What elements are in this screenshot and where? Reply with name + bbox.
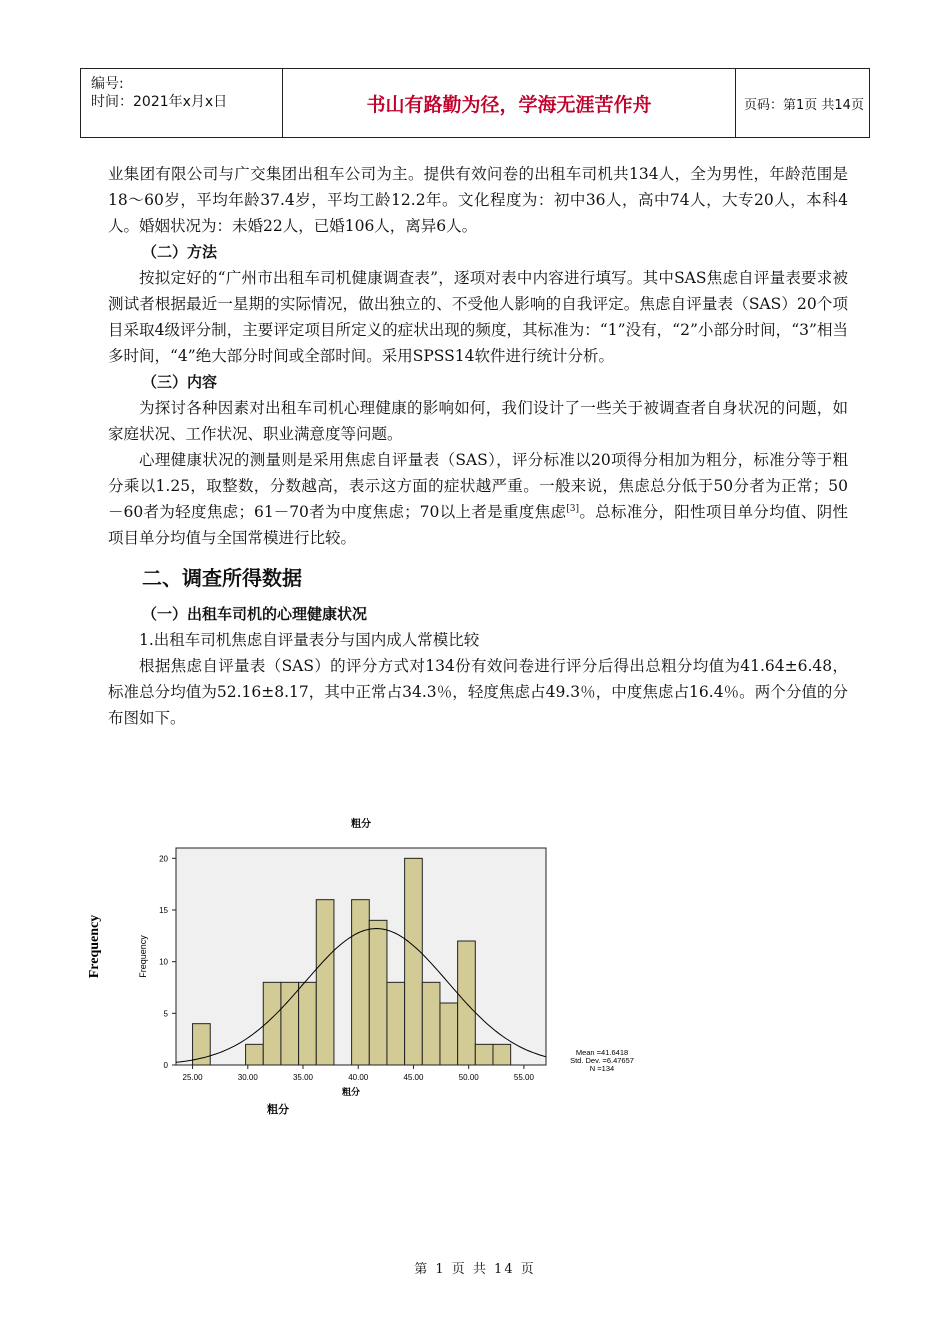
paragraph-sas-text: 心理健康状况的测量则是采用焦虑自评量表（SAS），评分标准以20项得分相加为粗分，标准分等于粗分乘以1.25，取整数，分数越高，表示这方面的症状越严重。一般来说，焦虑总分低于50分者为正常；50－60者为轻度焦虑；61－70者为中度焦虑；70以上者是重度焦虑 (108, 451, 848, 521)
x-tick-label: 55.00 (513, 1073, 534, 1082)
doc-code-label: 编号: (91, 76, 124, 92)
y-axis-label: Frequency (138, 935, 148, 978)
stats-line: Std. Dev. =6.47657 (570, 1056, 634, 1065)
outer-y-axis-label: Frequency (87, 914, 102, 979)
y-tick-label: 5 (163, 1009, 168, 1019)
below-chart-label: 粗分 (267, 1104, 289, 1116)
y-tick-label: 15 (159, 906, 168, 915)
histogram-bar (387, 982, 405, 1065)
histogram-bar (299, 982, 317, 1065)
histogram-bar (246, 1044, 264, 1065)
histogram-bar (475, 1044, 493, 1065)
document-body (108, 161, 848, 731)
x-tick-label: 45.00 (403, 1073, 424, 1082)
page-footer: 第 1 页 共 14 页 (414, 1262, 536, 1277)
paragraph-sas-tail: 。总标准分，阳性项目单分均值、阴性项目单分均值与全国常模进行比较。 (108, 503, 848, 547)
stats-line: N =134 (589, 1064, 615, 1073)
histogram-bar (193, 1024, 211, 1065)
histogram-bar (352, 900, 370, 1065)
heading-content: （三）内容 (142, 373, 218, 391)
item-1-title: 1.出租车司机焦虑自评量表分与国内成人常模比较 (139, 631, 480, 649)
x-tick-label: 50.00 (458, 1073, 479, 1082)
header-page-label: 页码：第1页 共14页 (734, 69, 870, 137)
paragraph-results: 根据焦虑自评量表（SAS）的评分方式对134份有效问卷进行评分后得出总粗分均值为41.64±6.48，标准总分均值为52.16±8.17，其中正常占34.3％，轻度焦虑占49.3％，中度焦虑占16.4％。两个分值的分布图如下。 (108, 657, 848, 727)
heading-subsection-1: （一）出租车司机的心理健康状况 (142, 605, 368, 623)
y-tick-label: 10 (159, 957, 168, 967)
page-header (80, 68, 870, 138)
histogram-bar (422, 982, 440, 1065)
paragraph-participants: 业集团有限公司与广交集团出租车公司为主。提供有效问卷的出租车司机共134人，全为男性，年龄范围是18～60岁，平均年龄37.4岁，平均工龄12.2年。文化程度为：初中36人，高中74人，大专20人，本科4人。婚姻状况为：未婚22人，已婚106人，离异6人。 (108, 165, 848, 235)
doc-time-label: 时间：2021年x月x日 (91, 94, 228, 110)
x-tick-label: 40.00 (348, 1073, 369, 1082)
x-tick-label: 25.00 (182, 1073, 203, 1082)
header-meta (80, 69, 283, 137)
chart-title: 粗分 (351, 819, 371, 830)
paragraph-content: 为探讨各种因素对出租车司机心理健康的影响如何，我们设计了一些关于被调查者自身状况的问题，如家庭状况、工作状况、职业满意度等问题。 (108, 399, 848, 443)
histogram-bar (440, 1003, 458, 1065)
paragraph-sas (108, 447, 848, 551)
x-tick-label: 35.00 (292, 1073, 314, 1082)
stats-line: Mean =41.6418 (575, 1048, 629, 1057)
histogram-chart (80, 810, 680, 1120)
histogram-bar (281, 982, 299, 1065)
histogram-bar (316, 900, 334, 1065)
y-tick-label: 0 (163, 1061, 168, 1070)
histogram-bar (369, 920, 387, 1065)
x-axis-label: 粗分 (341, 1087, 361, 1097)
citation-ref[interactable]: [3] (566, 503, 580, 514)
histogram-bar (493, 1044, 511, 1065)
heading-section-2: 二、调查所得数据 (142, 566, 302, 590)
histogram-bar (405, 858, 423, 1065)
y-tick-label: 20 (159, 854, 168, 864)
x-tick-label: 30.00 (237, 1073, 258, 1082)
paragraph-method: 按拟定好的“广州市出租车司机健康调查表”，逐项对表中内容进行填写。其中SAS焦虑自评量表要求被测试者根据最近一星期的实际情况，做出独立的、不受他人影响的自我评定。焦虑自评量表（SAS）20个项目采取4级评分制，主要评定项目所定义的症状出现的频度，其标准为：“1”没有，“2”小部分时间，“3”相当多时间，“4”绝大部分时间或全部时间。采用SPSS14软件进行统计分析。 (108, 269, 848, 365)
header-motto: 书山有路勤为径，学海无涯苦作舟 (282, 69, 736, 137)
heading-method: （二）方法 (142, 243, 218, 261)
